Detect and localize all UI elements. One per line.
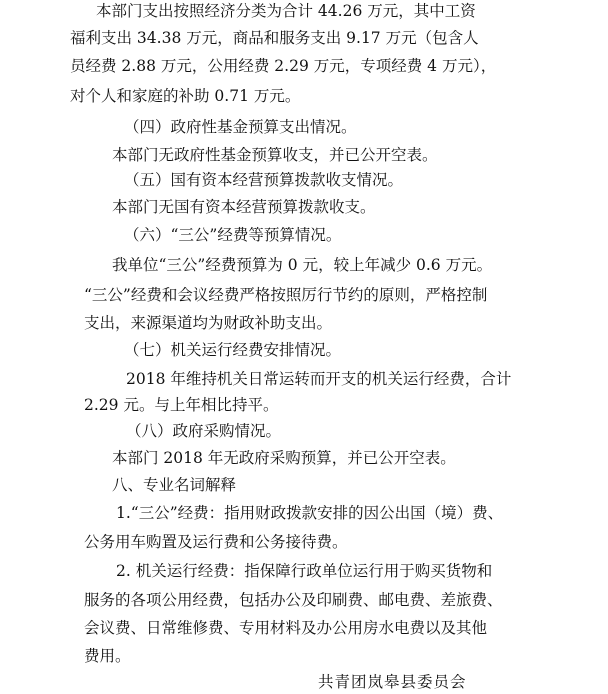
paragraph-line: 本部门 2018 年无政府采购预算，并已公开空表。	[112, 449, 456, 467]
paragraph-line: 会议费、日常维修费、专用材料及办公用房水电费以及其他	[84, 619, 488, 637]
paragraph-line: 福利支出 34.38 万元，商品和服务支出 9.17 万元（包含人	[70, 29, 479, 47]
paragraph-line: 1.“三公”经费：指用财政拨款安排的因公出国（境）费、	[116, 504, 504, 522]
section-heading: （五）国有资本经营预算拨款收支情况。	[124, 171, 404, 189]
paragraph-line: 2. 机关运行经费：指保障行政单位运行用于购买货物和	[116, 562, 493, 580]
signature: 共青团岚皋县委员会	[318, 673, 467, 691]
paragraph-line: 2.29 元。与上年相比持平。	[84, 396, 279, 414]
paragraph-line: 费用。	[84, 647, 131, 665]
section-heading: （八）政府采购情况。	[126, 422, 282, 440]
paragraph-line: “三公”经费和会议经费严格按照厉行节约的原则，严格控制	[84, 286, 488, 304]
section-heading: （六）“三公”经费等预算情况。	[124, 226, 342, 244]
paragraph-line: 本部门无国有资本经营预算拨款收支。	[112, 198, 376, 216]
section-heading: （七）机关运行经费安排情况。	[124, 341, 342, 359]
paragraph-line: 支出，来源渠道均为财政补助支出。	[84, 314, 333, 332]
paragraph-line: 公务用车购置及运行费和公务接待费。	[84, 533, 348, 551]
paragraph-line: 本部门无政府性基金预算收支，并已公开空表。	[112, 146, 438, 164]
paragraph-line: 服务的各项公用经费，包括办公及印刷费、邮电费、差旅费、	[84, 591, 503, 609]
paragraph-line: 我单位“三公”经费预算为 0 元，较上年减少 0.6 万元。	[112, 256, 493, 274]
paragraph-line: 2018 年维持机关日常运转而开支的机关运行经费，合计	[126, 370, 512, 388]
paragraph-line: 对个人和家庭的补助 0.71 万元。	[70, 87, 301, 105]
paragraph-line: 员经费 2.88 万元，公用经费 2.29 万元，专项经费 4 万元），	[70, 57, 497, 75]
section-heading: （四）政府性基金预算支出情况。	[124, 118, 357, 136]
chapter-heading: 八、专业名词解释	[112, 476, 237, 494]
paragraph-line: 本部门支出按照经济分类为合计 44.26 万元，其中工资	[96, 2, 476, 20]
